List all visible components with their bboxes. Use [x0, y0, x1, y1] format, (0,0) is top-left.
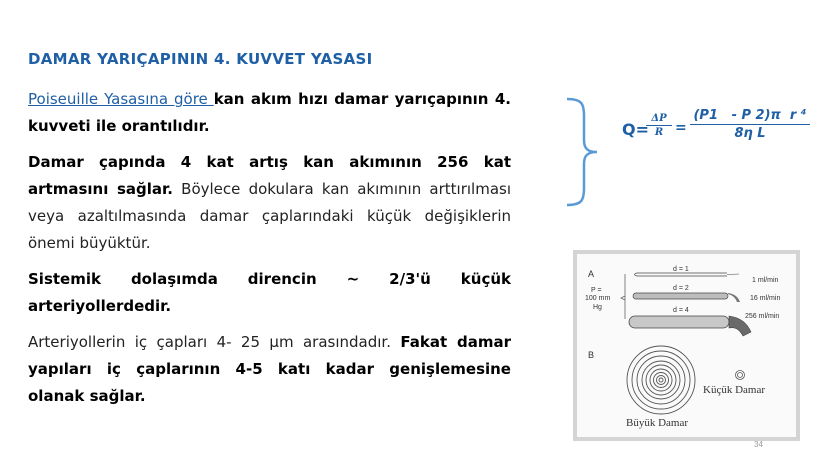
- poiseuille-formula: [622, 108, 812, 158]
- tube-d1-flow: 1 ml/min: [752, 277, 779, 284]
- figure-label-b: B: [588, 350, 595, 360]
- pressure-line-1: P =: [591, 287, 602, 294]
- tube-d4-diameter: d = 4: [673, 307, 689, 314]
- page-number: 34: [754, 440, 763, 449]
- arterioles-expansion: Fakat damar yapıları iç çaplarının 4-5 katı kadar genişlemesine olanak sağlar.: [28, 333, 511, 405]
- poiseuille-statement: kan akım hızı damar yarıçapının 4. kuvveti ile orantılıdır.: [28, 90, 511, 135]
- formula-equals: =: [675, 120, 687, 136]
- formula-poiseuille-fraction: [690, 108, 810, 141]
- tube-d2-flow: 16 ml/min: [750, 295, 781, 302]
- tube-d1: [635, 273, 740, 276]
- small-vessel-rings: [736, 371, 745, 380]
- vessel-figure: [573, 250, 800, 441]
- concentric-rings: [627, 346, 695, 414]
- poiseuille-link[interactable]: Poiseuille Yasasına göre: [28, 90, 214, 108]
- tube-d2: [633, 293, 740, 302]
- formula-small-numerator: ΔP: [646, 113, 672, 126]
- formula-numerator: (P1 - P 2)π r ⁴: [690, 108, 810, 125]
- tube-d2-diameter: d = 2: [673, 285, 689, 292]
- paragraph-poiseuille: [28, 86, 511, 140]
- diameter-explanation: Böylece dokulara kan akımının arttırılması veya azaltılmasında damar çaplarındaki küçük değişiklerin önemi büyüktür.: [28, 180, 511, 252]
- figure-label-a: A: [588, 269, 595, 279]
- small-vessel-label: Küçük Damar: [703, 384, 766, 396]
- pressure-line-2: 100 mm: [585, 295, 611, 302]
- body-text: [28, 86, 511, 419]
- paragraph-arterioles: [28, 329, 511, 410]
- paragraph-resistance: [28, 266, 511, 320]
- formula-small-denominator: R: [654, 127, 664, 138]
- diameter-statement: Damar çapında 4 kat artış kan akımının 256 kat artmasını sağlar.: [28, 153, 511, 198]
- tube-d4: [629, 316, 751, 336]
- big-vessel-label: Büyük Damar: [626, 417, 689, 429]
- resistance-line-1: Sistemik dolaşımda direncin ~ 2/3'ü küçük: [28, 270, 511, 288]
- arterioles-diameter: Arteriyollerin iç çapları 4- 25 µm arasındadır.: [28, 333, 401, 351]
- tube-d1-diameter: d = 1: [673, 266, 689, 273]
- paragraph-diameter: [28, 149, 511, 257]
- formula-denominator: 8η L: [734, 126, 766, 141]
- pressure-line-3: Hg: [593, 304, 602, 311]
- formula-pressure-over-resistance: [646, 113, 672, 138]
- formula-q: Q=: [622, 120, 650, 139]
- curly-brace: [560, 96, 600, 208]
- slide-title: DAMAR YARIÇAPININ 4. KUVVET YASASI: [28, 50, 373, 68]
- resistance-line-2: arteriyollerdedir.: [28, 297, 172, 315]
- tube-d4-flow: 256 ml/min: [745, 313, 780, 320]
